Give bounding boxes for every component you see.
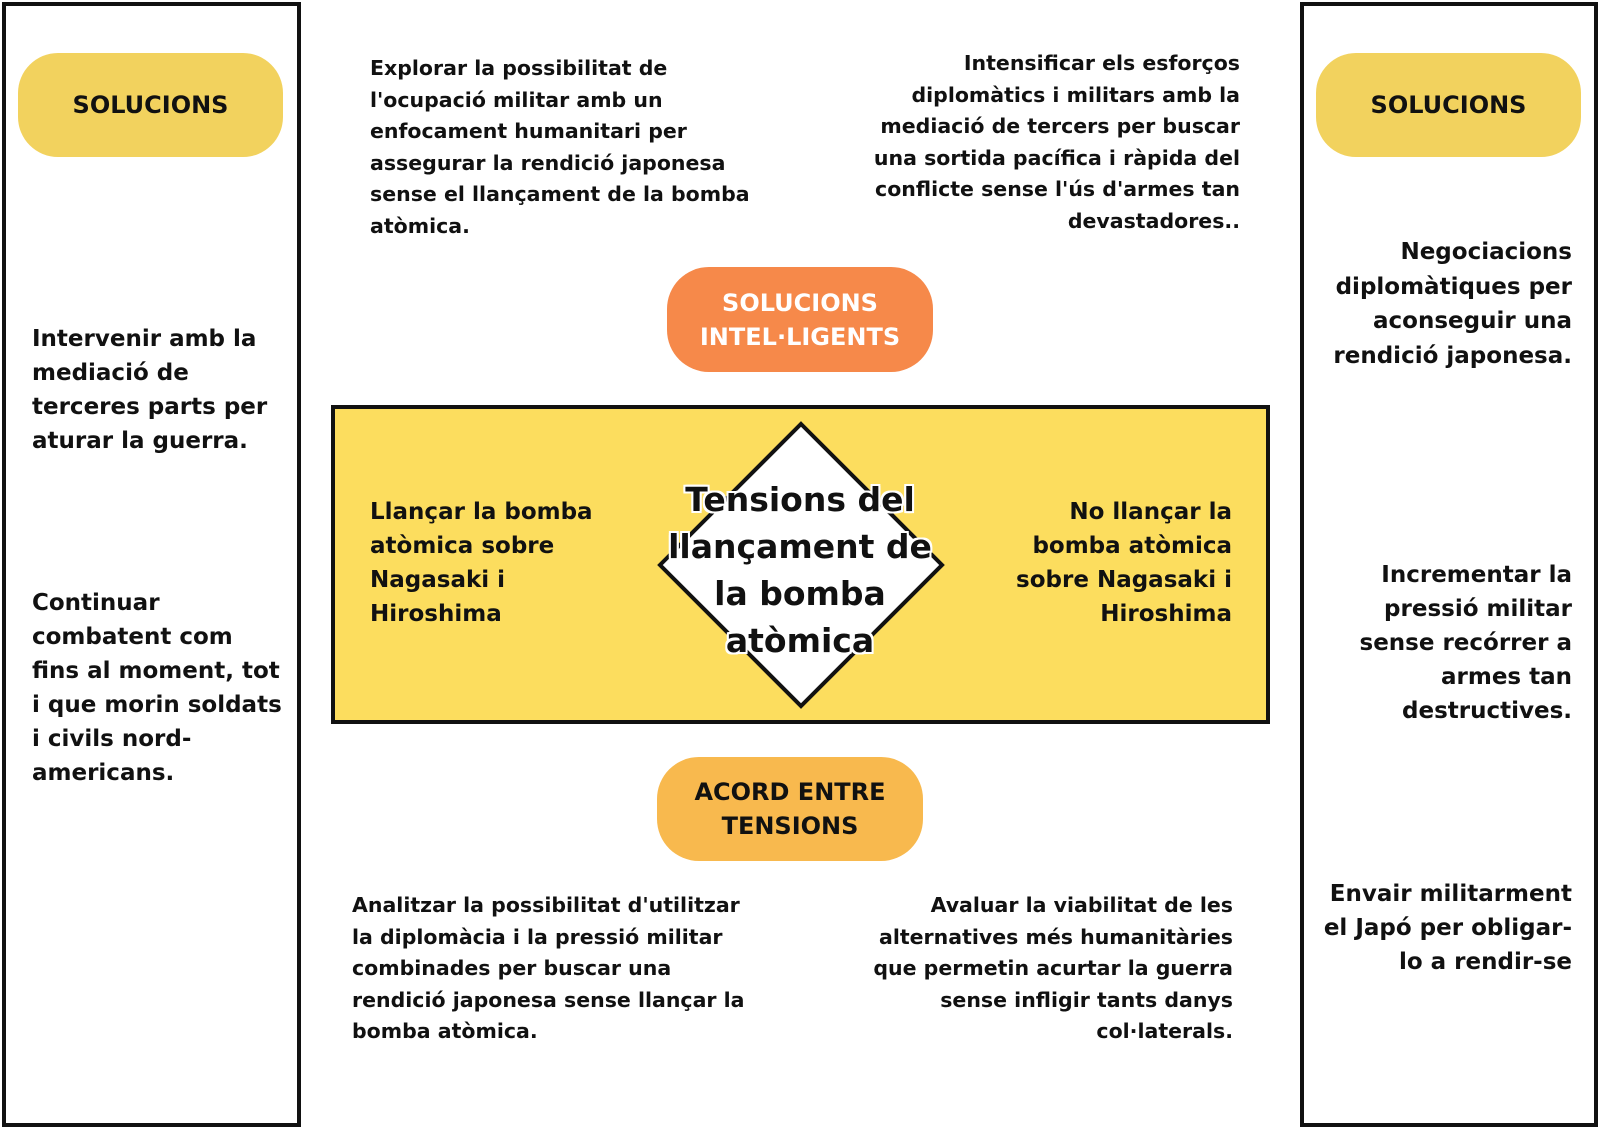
central-tension-title: Tensions del llançament de la bomba atòmica bbox=[668, 480, 932, 660]
agreement-between-tensions-label: ACORD ENTRE TENSIONS bbox=[657, 757, 923, 861]
left-solutions-column bbox=[2, 2, 301, 1127]
left-solution-item-2: Continuar combatent com fins al moment, tot i que morin soldats i civils nord-americans. bbox=[32, 590, 282, 786]
left-tension-option: Llançar la bomba atòmica sobre Nagasaki i Hiroshima bbox=[370, 499, 593, 627]
bottom-right-agreement-text: Avaluar la viabilitat de les alternatives més humanitàries que permetin acurtar la guerra sense infligir tants danys col·laterals. bbox=[873, 893, 1233, 1043]
top-right-solution-text: Intensificar els esforços diplomàtics i militars amb la mediació de tercers per buscar una sortida pacífica i ràpida del conflicte sense l'ús d'armes tan devastadores.. bbox=[873, 51, 1240, 233]
left-solution-item-1: Intervenir amb la mediació de terceres parts per aturar la guerra. bbox=[32, 326, 268, 454]
right-solution-item-1: Negociacions diplomàtiques per aconseguir una rendició japonesa. bbox=[1333, 239, 1572, 369]
left-solutions-label: SOLUCIONS bbox=[18, 53, 283, 157]
smart-solutions-label: SOLUCIONS INTEL·LIGENTS bbox=[667, 267, 933, 372]
right-solution-item-2: Incrementar la pressió militar sense recórrer a armes tan destructives. bbox=[1359, 562, 1572, 724]
right-solution-item-3: Envair militarment el Japó per obligar-lo a rendir-se bbox=[1323, 881, 1572, 975]
bottom-left-agreement-text: Analitzar la possibilitat d'utilitzar la diplomàcia i la pressió militar combinades per buscar una rendició japonesa sense llançar la bomba atòmica. bbox=[352, 893, 745, 1043]
right-solutions-label: SOLUCIONS bbox=[1316, 53, 1581, 157]
right-tension-option: No llançar la bomba atòmica sobre Nagasaki i Hiroshima bbox=[1016, 499, 1232, 627]
top-left-solution-text: Explorar la possibilitat de l'ocupació militar amb un enfocament humanitari per assegurar la rendició japonesa sense el llançament de la bomba atòmica. bbox=[370, 56, 750, 238]
